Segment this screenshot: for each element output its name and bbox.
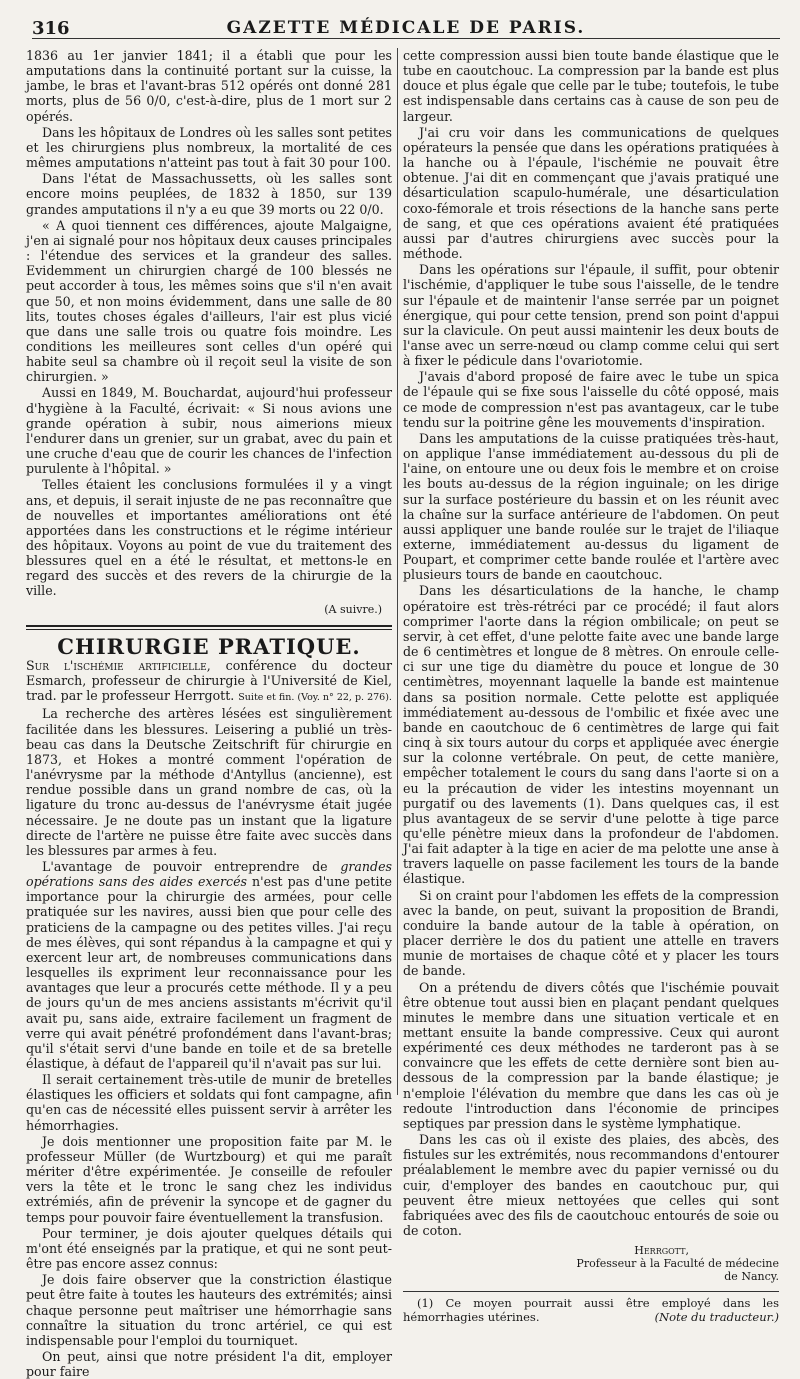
paragraph: J'ai cru voir dans les communications de quelques opérateurs la pensée que dans les opérations pratiquées à la hanche ou à l'épaule, l'ischémie ne pouvait être obtenue. J'ai dit en commençant que j'avais pratiqué une désarticulation scapulo-humérale, une désarticulation coxo-fémorale et trois résections de la hanche sans perte de sang, et que ces opérations avaient été pratiquées aussi par d'autres chirurgiens avec succès pour la méthode. (403, 124, 779, 262)
page-number: 316 (32, 18, 70, 39)
paragraph: Dans l'état de Massachussetts, où les salles sont encore moins peuplées, de 1832 à 1850, sur 139 grandes amputations il n'y a eu que 39 morts ou 22 0/0. (26, 171, 392, 217)
left-column (26, 48, 392, 1379)
paragraph: Dans les désarticulations de la hanche, le champ opératoire est très-rétréci par ce procédé; il faut alors comprimer l'aorte dans la région ombilicale; on peut se servir, à cet effet, d'une pelotte faite avec une bande large de 6 centimètres et longue de 8 mètres. On enroule celle-ci sur une tige du diamètre du pouce et longue de 30 centimètres, moyennant laquelle la bande est maintenue dans sa position normale. Cette pelotte est appliquée immédiatement au-dessous de l'ombilic et fixée avec une bande en caoutchouc de 6 centimètres de large qui fait cinq à six tours autour du corps et appliquée avec énergie sur la colonne vertébrale. On peut, de cette manière, empêcher totalement le cours du sang dans l'aorte si on a eu la précaution de vider les intestins moyennant un purgatif ou des lavements (1). Dans quelques cas, il est plus avantageux de se servir d'une pelotte à tige parce qu'elle pénètre mieux dans la profondeur de l'abdomen. J'ai fait adapter à la tige en acier de ma pelotte une anse à travers laquelle on passe facilement les tours de la bande élastique. (403, 583, 779, 887)
running-title: GAZETTE MÉDICALE DE PARIS. (226, 18, 586, 38)
paragraph: Dans les hôpitaux de Londres où les salles sont petites et les chirurgiens plus nombreux, la mortalité de ces mêmes amputations n'atteint pas tout à fait 30 pour 100. (26, 124, 392, 171)
paragraph: L'avantage de pouvoir entreprendre de grandes opérations sans des aides exercés n'est pas d'une petite importance pour la chirurgie des armées, pour celle pratiquée sur les navires, aussi bien que pour celle des praticiens de la campagne ou des petites villes. J'ai reçu de mes élèves, qui sont répandus à la campagne et qui y exercent leur art, de nombreuses communications dans lesquelles ils expriment leur reconnaissance pour les avantages que leur a procurés cette méthode. Il y a peu de jours qu'un de mes anciens assistants m'écrivit qu'il avait pu, sans aide, extraire facilement un fragment de verre qui avait pénétré profondément dans l'avant-bras; qu'il s'était servi d'une bande en toile et de sa bretelle élastique, à défaut de l'appareil qu'il n'avait pas sur lui. (26, 858, 392, 1071)
section-divider (26, 623, 392, 633)
footnote-rule (403, 1291, 779, 1292)
right-column (403, 48, 780, 1325)
paragraph: Aussi en 1849, M. Bouchardat, aujourd'hui professeur d'hygiène à la Faculté, écrivait: « Si nous avions une grande opération à subir, nous aimerions mieux l'endurer dans un grenier, sur un grabat, avec du pain et une cruche d'eau que de courir les chances de l'infection purulente à l'hôpital. » (26, 385, 392, 477)
signature-place: de Nancy. (724, 1270, 779, 1284)
paragraph: Je dois mentionner une proposition faite par M. le professeur Müller (de Wurtzbourg) et qui me paraît mériter d'être expérimentée. Je conseille de refouler vers la tête et le tronc le sang chez les individus extrémiés, afin de prévenir la syncope et de gagner du temps pour pouvoir faire éventuellement la transfusion. (26, 1133, 392, 1225)
article-intro (26, 658, 392, 705)
footnote-tag: (Note du traducteur.) (654, 1310, 779, 1325)
paragraph: J'avais d'abord proposé de faire avec le tube un spica de l'épaule qui se fixe sous l'aisselle du côté opposé, mais ce mode de compression n'est pas avantageux, car le tube tendu sur la poitrine gêne les mouvements d'inspiration. (403, 369, 779, 430)
paragraph: « A quoi tiennent ces différences, ajoute Malgaigne, j'en ai signalé pour nos hôpitaux deux causes principales : l'étendue des services et la grandeur des salles. Evidemment un chirurgien chargé de 100 blessés ne peut accorder à tous, les mêmes soins que s'il n'en avait que 50, et non moins évidemment, dans une salle de 80 lits, toutes choses égales d'ailleurs, l'air est plus vicié que dans une salle trois ou quatre fois moindre. Les conditions les meilleures sont celles d'un opéré qui habite seul sa chambre où il reçoit seul la visite de son chirurgien. » (26, 217, 392, 385)
section-title: CHIRURGIE PRATIQUE. (57, 633, 361, 659)
emphasis: grandes opérations sans des aides exercés (26, 858, 392, 890)
page-header (32, 8, 780, 39)
signature-name: Herrgott, (634, 1244, 689, 1258)
article-byline: conférence du docteur Esmarch, professeur de chirurgie à l'Université de Kiel, trad. par le professeur Herrgott. (26, 657, 392, 704)
article-subject: Sur l'ischémie artificielle, (26, 657, 211, 673)
paragraph: Il serait certainement très-utile de munir de bretelles élastiques les officiers et soldats qui font campagne, afin qu'en cas de nécessité elles puissent servir à arrêter les hémorrhagies. (26, 1072, 392, 1133)
to-be-continued: (A suivre.) (324, 602, 382, 616)
signature-block (403, 1244, 779, 1283)
paragraph: Pour terminer, je dois ajouter quelques détails qui m'ont été enseignés par la pratique, et qui ne sont peut-être pas encore assez connus: (26, 1225, 392, 1272)
paragraph: La recherche des artères lésées est singulièrement facilitée dans les blessures. Leisering a publié un très-beau cas dans la Deutsche Zeitschrift für chirurgie en 1873, et Hokes a montré comment l'opération de l'anévrysme par la méthode d'Antyllus (ancienne), est rendue possible dans un grand nombre de cas, où la ligature du tronc au-dessus de l'anévrysme était jugée nécessaire. Je ne doute pas un instant que la ligature directe de l'artère ne puisse être faite avec succès dans les blessures par armes à feu. (26, 706, 392, 858)
column-rule (397, 48, 398, 1095)
paragraph: Telles étaient les conclusions formulées il y a vingt ans, et depuis, il serait injuste de ne pas reconnaître que de nouvelles et importantes améliorations ont été apportées dans les constructions et le régime intérieur des hôpitaux. Voyons au point de vue du traitement des blessures quel en a été le résultat, et mettons-le en regard des succès et des revers de la chirurgie de la ville. (26, 477, 392, 599)
paragraph: Dans les amputations de la cuisse pratiquées très-haut, on applique l'anse immédiatement au-dessous du pli de l'aine, on entoure une ou deux fois le membre et on croise les bouts au-dessus de la région inguinale; on les dirige sur la surface postérieure du bassin et on les réunit avec la chaîne sur la surface antérieure de l'abdomen. On peut aussi appliquer une bande roulée sur le trajet de l'iliaque externe, immédiatement au-dessus du ligament de Poupart, et comprimer cette bande roulée et l'artère avec plusieurs tours de bande en caoutchouc. (403, 430, 779, 583)
paragraph: On a prétendu de divers côtés que l'ischémie pouvait être obtenue tout aussi bien en plaçant pendant quelques minutes le membre dans une situation verticale et en mettant ensuite la bande compressive. Ceux qui auront expérimenté ces deux méthodes ne tarderont pas à se convaincre que les effets de cette dernière sont bien au-dessous de la compression par la bande élastique; je n'emploie l'élévation du membre que dans les cas où je redoute l'introduction dans l'économie de principes septiques par pression dans le système lymphatique. (403, 979, 779, 1131)
signature-title: Professeur à la Faculté de médecine (576, 1257, 779, 1271)
article-reference: Suite et fin. (Voy. n° 22, p. 276). (238, 692, 392, 704)
paragraph: Si on craint pour l'abdomen les effets de la compression avec la bande, on peut, suivant la proposition de Brandi, conduire la bande autour de la table à opération, on placer derrière le dos du patient une attelle en travers munie de mortaises de chaque côté et y placer les tours de bande. (403, 887, 779, 979)
paragraph: Dans les cas où il existe des plaies, des abcès, des fistules sur les extrémités, nous recommandons d'entourer préalablement le membre avec du papier vernissé ou du cuir, d'employer des bandes en caoutchouc pur, qui peuvent être mieux nettoyées que celles qui sont fabriquées avec des fils de caoutchouc entourés de soie ou de coton. (403, 1132, 780, 1239)
paragraph: Je dois faire observer que la constriction élastique peut être faite à toutes les hauteurs des extrémités; ainsi chaque personne peut maîtriser une hémorrhagie sans connaître la situation du tronc artériel, ce qui est indispensable pour l'emploi du tourniquet. (26, 1272, 392, 1348)
paragraph: cette compression aussi bien toute bande élastique que le tube en caoutchouc. La compression par la bande est plus douce et plus égale que celle par le tube; toutefois, le tube est indispensable dans certains cas à cause de son peu de largeur. (403, 48, 779, 124)
footnote: (1) Ce moyen pourrait aussi être employé dans les hémorrhagies utérines. (Note du traducteur.) (403, 1296, 779, 1325)
paragraph: On peut, ainsi que notre président l'a dit, employer pour faire (26, 1348, 392, 1379)
paragraph: 1836 au 1er janvier 1841; il a établi que pour les amputations dans la continuité portant sur la cuisse, la jambe, le bras et l'avant-bras 512 opérés ont donné 281 morts, plus de 56 0/0, c'est-à-dire, plus de 1 mort sur 2 opérés. (26, 48, 392, 124)
paragraph: Dans les opérations sur l'épaule, il suffit, pour obtenir l'ischémie, d'appliquer le tube sous l'aisselle, de le tendre sur l'épaule et de maintenir l'anse serrée par un poignet énergique, qui pour cette tension, prend son point d'appui sur la clavicule. On peut aussi maintenir les deux bouts de l'anse avec un serre-nœud ou clamp comme celui qui sert à fixer le pédicule dans l'ovariotomie. (403, 262, 779, 369)
